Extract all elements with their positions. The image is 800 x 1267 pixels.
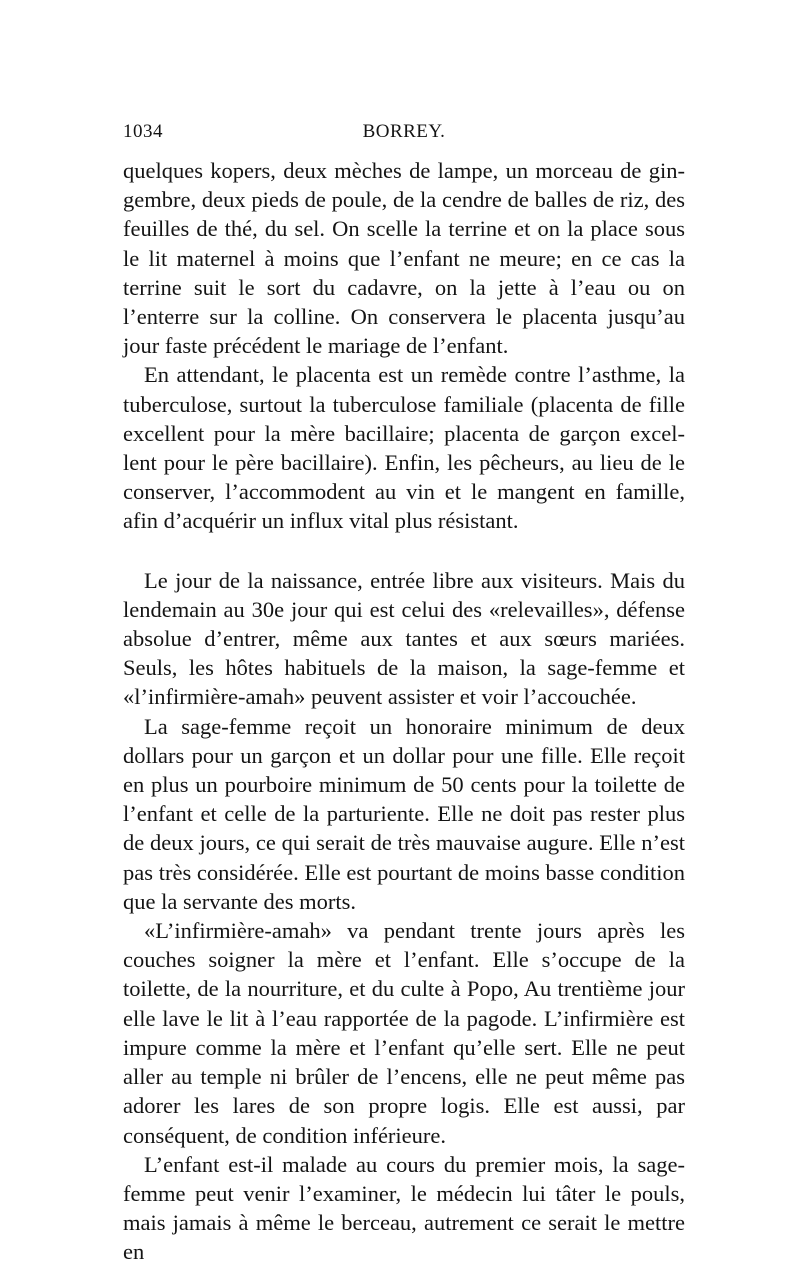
running-title: BORREY. [362, 121, 446, 142]
page-header [123, 121, 685, 147]
body-text [123, 156, 685, 1267]
section-break [123, 536, 685, 566]
paragraph-5: «L’infirmière-amah» va pendant trente jours après les couches soigner la mère et l’enfant. Elle s’occupe de la toilette, de la nourriture, et du culte à Popo, Au trentième jour elle lave le lit à l’eau rapportée de la pagode. L’infirmière est impure comme la mère et l’enfant qu’elle sert. Elle ne peut aller au temple ni brûler de l’encens, elle ne peut même pas adorer les lares de son propre logis. Elle est aussi, par conséquent, de condition inférieure. [123, 918, 685, 1148]
page-number: 1034 [123, 121, 163, 142]
paragraph-1: quelques kopers, deux mèches de lampe, un morceau de gin-gembre, deux pieds de poule, de la cendre de balles de riz, des feuilles de thé, du sel. On scelle la terrine et on la place sous le lit maternel à moins que l’enfant ne meure; en ce cas la terrine suit le sort du cadavre, on la jette à l’eau ou on l’enterre sur la colline. On conservera le placenta jusqu’au jour faste précédent le mariage de l’enfant. [123, 158, 685, 359]
paragraph-4: La sage-femme reçoit un honoraire minimum de deux dollars pour un garçon et un dollar pour une fille. Elle reçoit en plus un pourboire minimum de 50 cents pour la toilette de l’enfant et celle de la parturiente. Elle ne doit pas rester plus de deux jours, ce qui serait de très mauvaise augure. Elle n’est pas très considérée. Elle est pourtant de moins basse condition que la servante des morts. [123, 713, 685, 914]
paragraph-2: En attendant, le placenta est un remède contre l’asthme, la tuberculose, surtout la tuberculose familiale (placenta de fille excellent pour la mère bacillaire; placenta de garçon excel-lent pour le père bacillaire). Enfin, les pêcheurs, au lieu de le conserver, l’accommodent au vin et le mangent en famille, afin d’acquérir un influx vital plus résistant. [123, 362, 685, 534]
paragraph-6: L’enfant est-il malade au cours du premier mois, la sage-femme peut venir l’examiner, le médecin lui tâter le pouls, mais jamais à même le berceau, autrement ce serait le mettre en [123, 1151, 685, 1265]
paragraph-3: Le jour de la naissance, entrée libre aux visiteurs. Mais du lendemain au 30e jour qui est celui des «relevailles», défense absolue d’entrer, même aux tantes et aux sœurs mariées. Seuls, les hôtes habituels de la maison, la sage-femme et «l’infirmière-amah» peuvent assister et voir l’accouchée. [123, 567, 685, 710]
